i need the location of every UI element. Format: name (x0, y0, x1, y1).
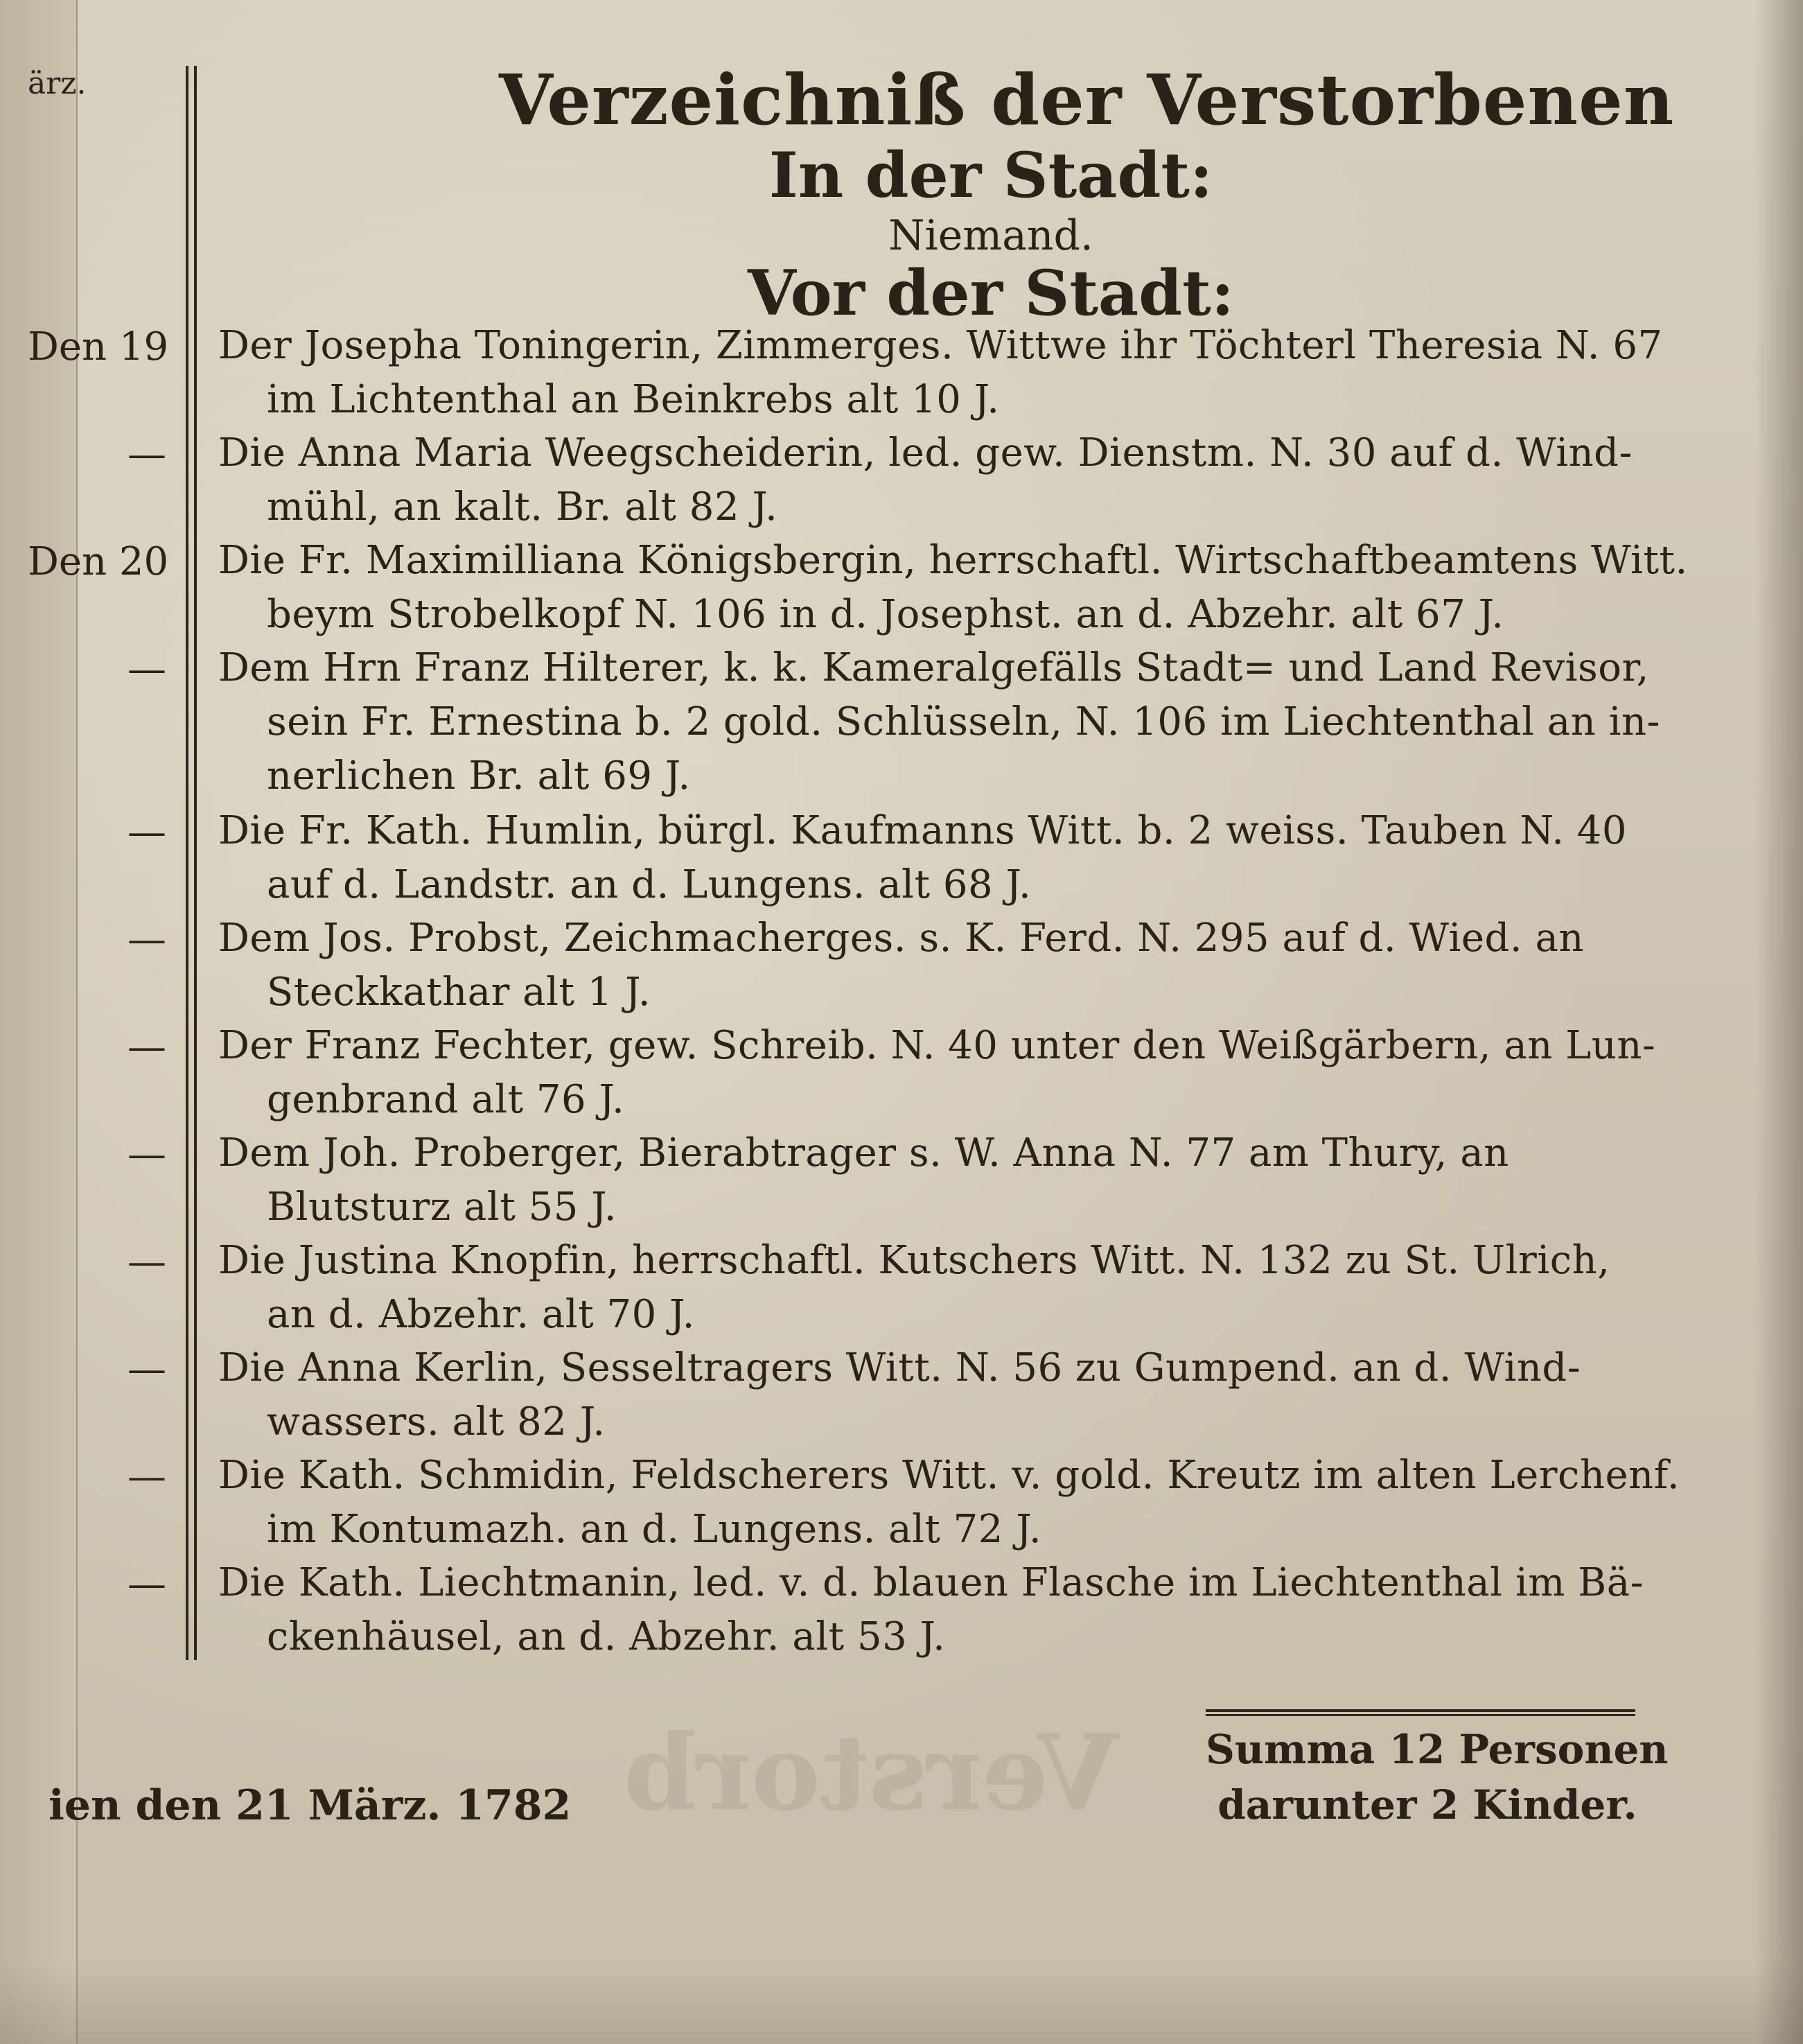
entry-line: Dem Jos. Probst, Zeichmacherges. s. K. Ferd. N. 295 auf d. Wied. an (218, 916, 1584, 961)
summary-children: darunter 2 Kinder. (1217, 1781, 1637, 1828)
entry-date: — (127, 917, 166, 962)
entry-line: wassers. alt 82 J. (267, 1399, 606, 1444)
entry-line: an d. Abzehr. alt 70 J. (267, 1292, 695, 1337)
bleed-through-text: Verstorb (624, 1712, 1119, 1834)
city-none-note: Niemand. (888, 211, 1093, 260)
entry-line: Dem Joh. Proberger, Bierabtrager s. W. Anna N. 77 am Thury, an (218, 1130, 1509, 1176)
entry-date: — (127, 1454, 166, 1499)
death-entry (218, 534, 1757, 642)
entry-line: genbrand alt 76 J. (267, 1077, 625, 1122)
entry-date: — (127, 1239, 166, 1284)
entry-line: Die Kath. Liechtmanin, led. v. d. blauen Flasche im Liechtenthal im Bä- (218, 1560, 1644, 1605)
page-bottom-shadow (0, 1961, 1803, 2044)
entry-line: beym Strobelkopf N. 106 in d. Josephst. an d. Abzehr. alt 67 J. (267, 592, 1504, 637)
entry-date: — (127, 647, 166, 692)
entry-line: im Kontumazh. an d. Lungens. alt 72 J. (267, 1507, 1042, 1552)
entry-date: — (127, 432, 166, 477)
death-entry (218, 426, 1757, 534)
entry-line: Die Kath. Schmidin, Feldscherers Witt. v. gold. Kreutz im alten Lerchenf. (218, 1453, 1680, 1498)
entry-line: Die Anna Maria Weegscheiderin, led. gew. Dienstm. N. 30 auf d. Wind- (218, 430, 1633, 475)
entry-line: sein Fr. Ernestina b. 2 gold. Schlüsseln, N. 106 im Liechtenthal an in- (267, 699, 1660, 744)
entry-date: — (127, 1024, 166, 1069)
margin-month: ärz. (28, 66, 87, 101)
entry-line: Die Justina Knopfin, herrschaftl. Kutschers Witt. N. 132 zu St. Ulrich, (218, 1238, 1610, 1283)
section-heading-city: In der Stadt: (768, 139, 1213, 212)
page-edge-shadow (1754, 0, 1803, 2044)
entry-date: — (127, 1347, 166, 1392)
death-entry (218, 1556, 1757, 1664)
document-title: Verzeichniß der Verstorbenen (499, 59, 1675, 141)
entry-line: mühl, an kalt. Br. alt 82 J. (267, 484, 778, 530)
vertical-rule (186, 66, 197, 1660)
death-entry (218, 911, 1757, 1020)
dateline: ien den 21 März. 1782 (49, 1781, 572, 1830)
entry-line: Dem Hrn Franz Hilterer, k. k. Kameralgefälls Stadt= und Land Revisor, (218, 645, 1649, 690)
entry-date: — (127, 810, 166, 855)
summary-total: Summa 12 Personen (1206, 1726, 1669, 1773)
death-entry (218, 1126, 1757, 1234)
death-entry (218, 1234, 1757, 1342)
section-heading-outside: Vor der Stadt: (748, 256, 1234, 330)
death-entry (218, 641, 1757, 803)
adjacent-page-edge (0, 0, 78, 2044)
entry-line: Der Josepha Toningerin, Zimmerges. Wittwe ihr Töchterl Theresia N. 67 (218, 323, 1663, 368)
entry-date: — (127, 1132, 166, 1177)
death-entry (218, 1019, 1757, 1127)
death-entry (218, 1449, 1757, 1557)
entry-line: Der Franz Fechter, gew. Schreib. N. 40 unter den Weißgärbern, an Lun- (218, 1023, 1656, 1068)
entry-line: auf d. Landstr. an d. Lungens. alt 68 J. (267, 862, 1032, 907)
entry-date: — (127, 1562, 166, 1607)
entry-line: Die Fr. Maximilliana Königsbergin, herrschaftl. Wirtschaftbeamtens Witt. (218, 538, 1688, 583)
entry-line: Die Anna Kerlin, Sesseltragers Witt. N. 56 zu Gumpend. an d. Wind- (218, 1345, 1581, 1390)
summary-rule (1206, 1709, 1635, 1716)
entry-line: Steckkathar alt 1 J. (267, 970, 651, 1015)
entry-line: Die Fr. Kath. Humlin, bürgl. Kaufmanns Witt. b. 2 weiss. Tauben N. 40 (218, 808, 1628, 853)
entry-line: Blutsturz alt 55 J. (267, 1185, 617, 1230)
entry-line: im Lichtenthal an Beinkrebs alt 10 J. (267, 377, 1000, 422)
death-entry (218, 1341, 1757, 1449)
death-entry (218, 319, 1757, 427)
entry-date: Den 20 (28, 539, 169, 584)
entry-line: ckenhäusel, an d. Abzehr. alt 53 J. (267, 1614, 946, 1659)
death-entry (218, 804, 1757, 912)
entry-date: Den 19 (28, 324, 169, 369)
entry-line: nerlichen Br. alt 69 J. (267, 753, 691, 798)
